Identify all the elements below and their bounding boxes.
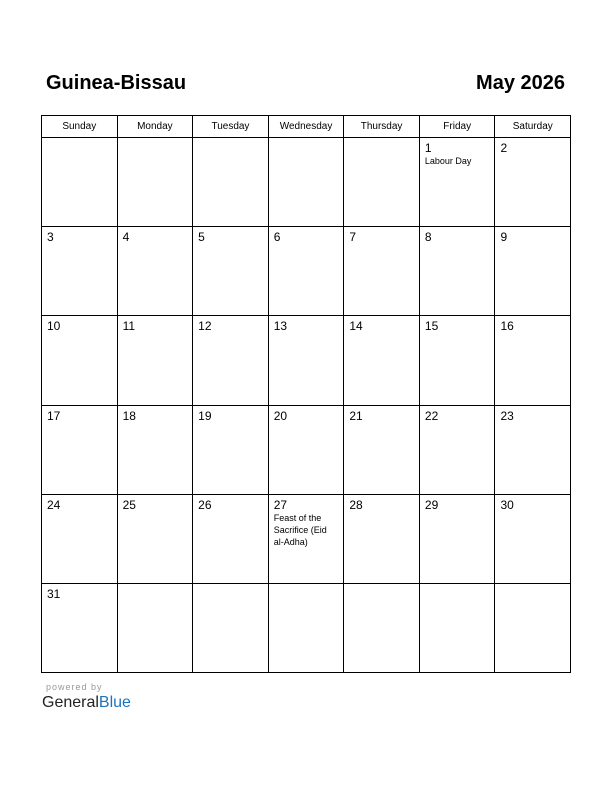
country-title: Guinea-Bissau <box>46 72 187 94</box>
day-cell <box>344 584 420 672</box>
day-cell <box>42 227 118 315</box>
day-number: 18 <box>122 408 136 423</box>
weeks-container <box>42 138 570 672</box>
month-title: May 2026 <box>476 72 565 94</box>
day-cell <box>193 227 269 315</box>
day-number: 13 <box>273 319 288 334</box>
day-number: 15 <box>424 319 439 334</box>
day-cell <box>42 495 118 583</box>
day-cell <box>420 406 496 494</box>
day-cell <box>269 227 345 315</box>
day-cell <box>193 316 269 404</box>
day-cell <box>495 227 570 315</box>
day-number: 11 <box>122 319 136 334</box>
weekday-header: Sunday <box>42 116 118 137</box>
day-number: 21 <box>349 408 363 423</box>
week-row <box>42 138 570 227</box>
day-number: 19 <box>198 408 212 423</box>
week-row <box>42 584 570 672</box>
calendar-grid <box>41 115 571 673</box>
day-cell <box>344 227 420 315</box>
day-cell <box>193 138 269 226</box>
day-number: 30 <box>500 497 514 512</box>
day-number: 12 <box>198 319 212 334</box>
day-cell <box>269 584 345 672</box>
day-number: 22 <box>424 408 439 423</box>
holiday-label: Feast of the Sacrifice (Eid al-Adha) <box>273 512 327 547</box>
day-cell <box>118 227 194 315</box>
day-cell <box>344 316 420 404</box>
generalblue-logo <box>42 694 131 712</box>
day-cell <box>42 584 118 672</box>
week-row <box>42 316 570 405</box>
day-number: 29 <box>424 497 439 512</box>
day-number: 7 <box>349 230 356 245</box>
day-cell <box>495 138 570 226</box>
day-cell <box>495 316 570 404</box>
day-cell <box>420 584 496 672</box>
day-number: 5 <box>198 230 205 245</box>
day-cell <box>118 138 194 226</box>
day-cell <box>420 316 496 404</box>
weekday-header: Monday <box>118 116 194 137</box>
day-number: 9 <box>500 230 508 245</box>
day-number: 14 <box>349 319 363 334</box>
brand-blue-text: Blue <box>98 694 131 711</box>
day-cell <box>42 316 118 404</box>
day-number: 24 <box>47 497 61 512</box>
day-cell <box>344 495 420 583</box>
day-cell <box>420 495 496 583</box>
day-cell <box>269 406 345 494</box>
day-number: 8 <box>424 230 432 245</box>
day-number: 25 <box>122 497 136 512</box>
day-cell <box>344 406 420 494</box>
week-row <box>42 227 570 316</box>
day-number: 10 <box>47 319 61 334</box>
day-number: 26 <box>198 497 212 512</box>
week-row <box>42 406 570 495</box>
day-cell <box>42 406 118 494</box>
weekday-header: Saturday <box>512 121 553 132</box>
holiday-label: Labour Day <box>424 156 472 166</box>
day-cell <box>495 584 570 672</box>
weekday-header: Wednesday <box>269 116 345 137</box>
day-number: 3 <box>47 230 54 245</box>
day-cell <box>118 495 194 583</box>
day-cell <box>118 584 194 672</box>
day-number: 17 <box>47 408 61 423</box>
day-number: 16 <box>500 319 514 334</box>
day-number: 20 <box>273 408 288 423</box>
day-cell <box>269 316 345 404</box>
day-cell <box>420 227 496 315</box>
day-cell <box>344 138 420 226</box>
day-cell <box>269 495 345 583</box>
weekday-header-row <box>42 116 570 138</box>
day-cell <box>118 316 194 404</box>
day-cell <box>495 406 570 494</box>
day-number: 31 <box>47 586 61 601</box>
weekday-header: Thursday <box>344 116 420 137</box>
day-cell <box>420 138 496 226</box>
day-number: 27 <box>273 497 288 512</box>
weekday-header: Friday <box>420 116 496 137</box>
week-row <box>42 495 570 584</box>
day-cell <box>193 584 269 672</box>
day-cell <box>193 406 269 494</box>
day-number: 28 <box>349 497 363 512</box>
weekday-header: Tuesday <box>193 116 269 137</box>
day-number: 6 <box>273 230 281 245</box>
day-cell <box>42 138 118 226</box>
day-cell <box>269 138 345 226</box>
day-cell <box>495 495 570 583</box>
day-number: 2 <box>500 141 508 155</box>
day-cell <box>193 495 269 583</box>
day-number: 4 <box>122 230 130 245</box>
day-number: 23 <box>500 408 514 423</box>
day-cell <box>118 406 194 494</box>
powered-by-label: powered by <box>46 682 103 692</box>
day-number: 1 <box>424 141 432 155</box>
brand-general-text: General <box>42 694 99 711</box>
